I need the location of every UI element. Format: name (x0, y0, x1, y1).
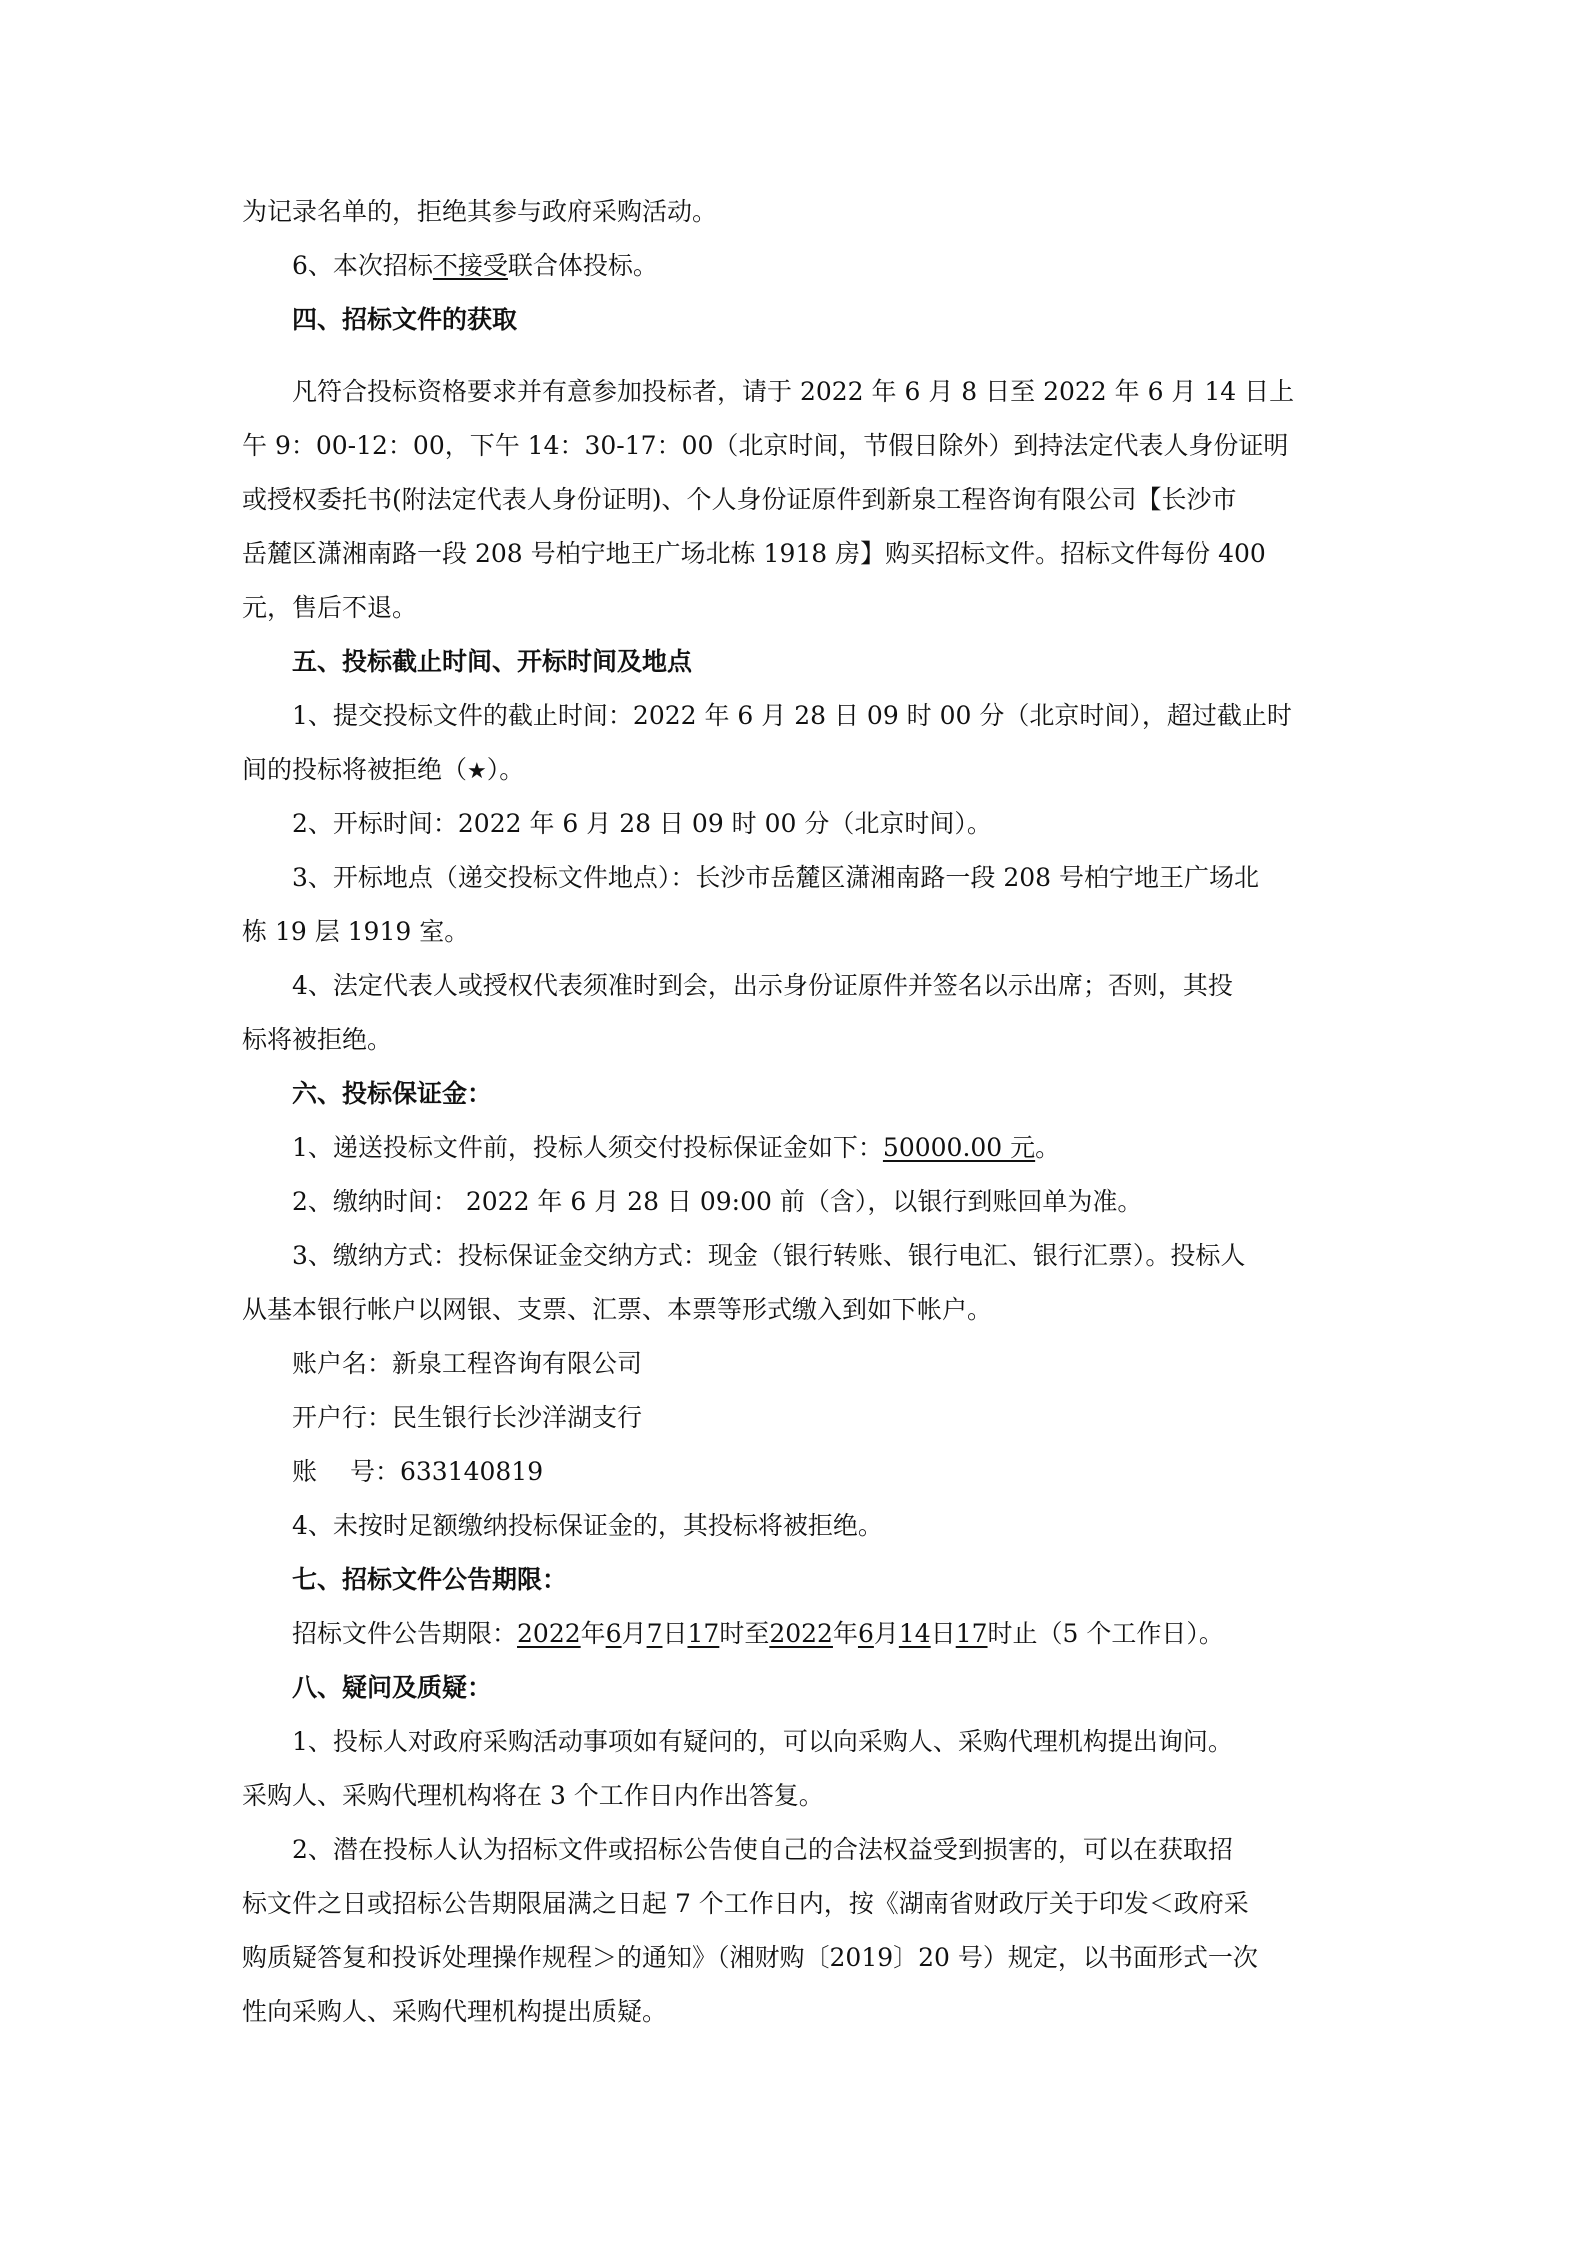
account-number: 账 号：633140819 (292, 1457, 544, 1486)
section-5-item-1-line-2: 间的投标将被拒绝（★）。 (242, 755, 525, 784)
section-8-item-2-line-2: 标文件之日或招标公告期限届满之日起 7 个工作日内，按《湖南省财政厅关于印发＜政府采 (242, 1889, 1249, 1918)
section-heading-7: 七、招标文件公告期限： (292, 1565, 568, 1594)
account-name: 账户名：新泉工程咨询有限公司 (292, 1349, 643, 1378)
underlined-not-accepted: 不接受 (432, 251, 508, 280)
notice-period-line: 招标文件公告期限：2022年6月7日17时至2022年6月14日17时止（5 个工作日）。 (292, 1619, 1224, 1648)
section-heading-5: 五、投标截止时间、开标时间及地点 (292, 647, 693, 676)
document-body (242, 185, 1352, 2039)
section-5-item-4-line-2: 标将被拒绝。 (242, 1025, 393, 1054)
section-8-item-1-line-1: 1、投标人对政府采购活动事项如有疑问的，可以向采购人、采购代理机构提出询问。 (292, 1727, 1233, 1756)
section-5-item-4-line-1: 4、法定代表人或授权代表须准时到会，出示身份证原件并签名以示出席；否则，其投 (292, 971, 1233, 1000)
section-4-line-4: 岳麓区潇湘南路一段 208 号柏宁地王广场北栋 1918 房】购买招标文件。招标文件每份 400 (242, 539, 1266, 568)
section-5-item-3-line-2: 栋 19 层 1919 室。 (242, 917, 470, 946)
star-icon: ★ (467, 759, 487, 784)
section-6-item-3-line-1: 3、缴纳方式：投标保证金交纳方式：现金（银行转账、银行电汇、银行汇票）。投标人 (292, 1241, 1246, 1270)
section-6-item-4: 4、未按时足额缴纳投标保证金的，其投标将被拒绝。 (292, 1511, 883, 1540)
section-6-item-3-line-2: 从基本银行帐户以网银、支票、汇票、本票等形式缴入到如下帐户。 (242, 1295, 993, 1324)
section-8-item-2-line-1: 2、潜在投标人认为招标文件或招标公告使自己的合法权益受到损害的，可以在获取招 (292, 1835, 1233, 1864)
section-8-item-1-line-2: 采购人、采购代理机构将在 3 个工作日内作出答复。 (242, 1781, 824, 1810)
section-4-line-2: 午 9：00-12：00，下午 14：30-17：00（北京时间，节假日除外）到持法定代表人身份证明 (242, 431, 1289, 460)
section-8-item-2-line-3: 购质疑答复和投诉处理操作规程＞的通知》（湘财购〔2019〕20 号）规定，以书面形式一次 (242, 1943, 1258, 1972)
section-6-item-2: 2、缴纳时间： 2022 年 6 月 28 日 09:00 前（含），以银行到账回单为准。 (292, 1187, 1143, 1216)
deposit-amount: 50000.00 元 (882, 1133, 1036, 1162)
section-5-item-2: 2、开标时间：2022 年 6 月 28 日 09 时 00 分（北京时间）。 (292, 809, 992, 838)
section-5-item-3-line-1: 3、开标地点（递交投标文件地点）：长沙市岳麓区潇湘南路一段 208 号柏宁地王广场北 (292, 863, 1260, 892)
section-4-line-3: 或授权委托书(附法定代表人身份证明)、个人身份证原件到新泉工程咨询有限公司【长沙市 (242, 485, 1237, 514)
section-8-item-2-line-4: 性向采购人、采购代理机构提出质疑。 (242, 1997, 668, 2026)
section-4-line-1: 凡符合投标资格要求并有意参加投标者，请于 2022 年 6 月 8 日至 2022 年 6 月 14 日上 (292, 377, 1295, 406)
section-heading-4: 四、招标文件的获取 (292, 305, 518, 334)
section-heading-8: 八、疑问及质疑： (292, 1673, 493, 1702)
section-5-item-1-line-1: 1、提交投标文件的截止时间：2022 年 6 月 28 日 09 时 00 分（北京时间），超过截止时 (292, 701, 1292, 730)
section-heading-6: 六、投标保证金： (292, 1079, 493, 1108)
paragraph-line: 为记录名单的，拒绝其参与政府采购活动。 (242, 197, 718, 226)
section-4-line-5: 元，售后不退。 (242, 593, 418, 622)
clause-no-joint-bid: 6、本次招标不接受联合体投标。 (292, 251, 658, 280)
bank-name: 开户行：民生银行长沙洋湖支行 (292, 1403, 643, 1432)
section-6-item-1: 1、递送投标文件前，投标人须交付投标保证金如下：50000.00 元。 (292, 1133, 1061, 1162)
